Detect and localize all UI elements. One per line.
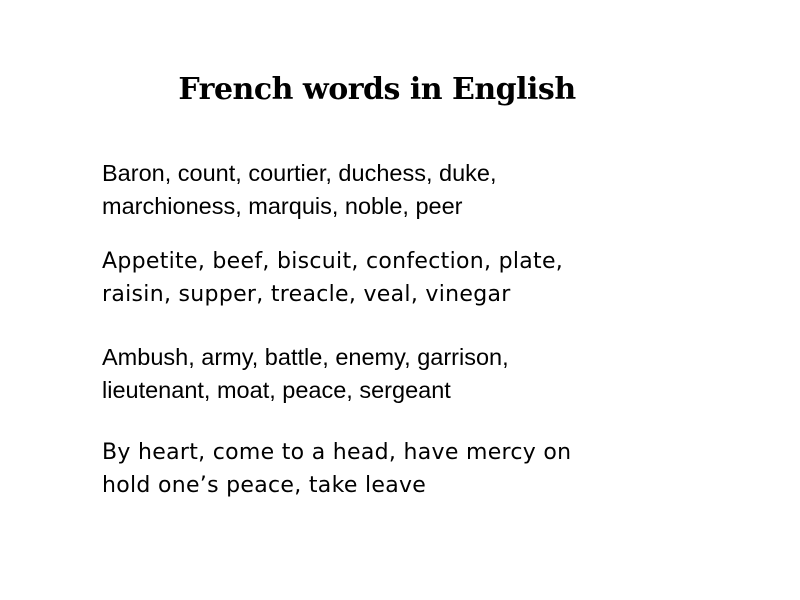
idiom-phrases-line-1: By heart, come to a head, have mercy on xyxy=(102,440,572,465)
military-words xyxy=(102,341,762,407)
military-words-line-2: lieutenant, moat, peace, sergeant xyxy=(102,377,451,403)
food-words-line-2: raisin, supper, treacle, veal, vinegar xyxy=(102,282,511,307)
idiom-phrases xyxy=(102,436,762,502)
nobility-words-line-1: Baron, count, courtier, duchess, duke, xyxy=(102,160,497,186)
slide-title: French words in English xyxy=(178,72,576,107)
nobility-words xyxy=(102,157,762,223)
nobility-words-line-2: marchioness, marquis, noble, peer xyxy=(102,193,463,219)
food-words xyxy=(102,245,762,311)
military-words-line-1: Ambush, army, battle, enemy, garrison, xyxy=(102,344,509,370)
idiom-phrases-line-2: hold one’s peace, take leave xyxy=(102,473,427,498)
food-words-line-1: Appetite, beef, biscuit, confection, plate, xyxy=(102,249,564,274)
